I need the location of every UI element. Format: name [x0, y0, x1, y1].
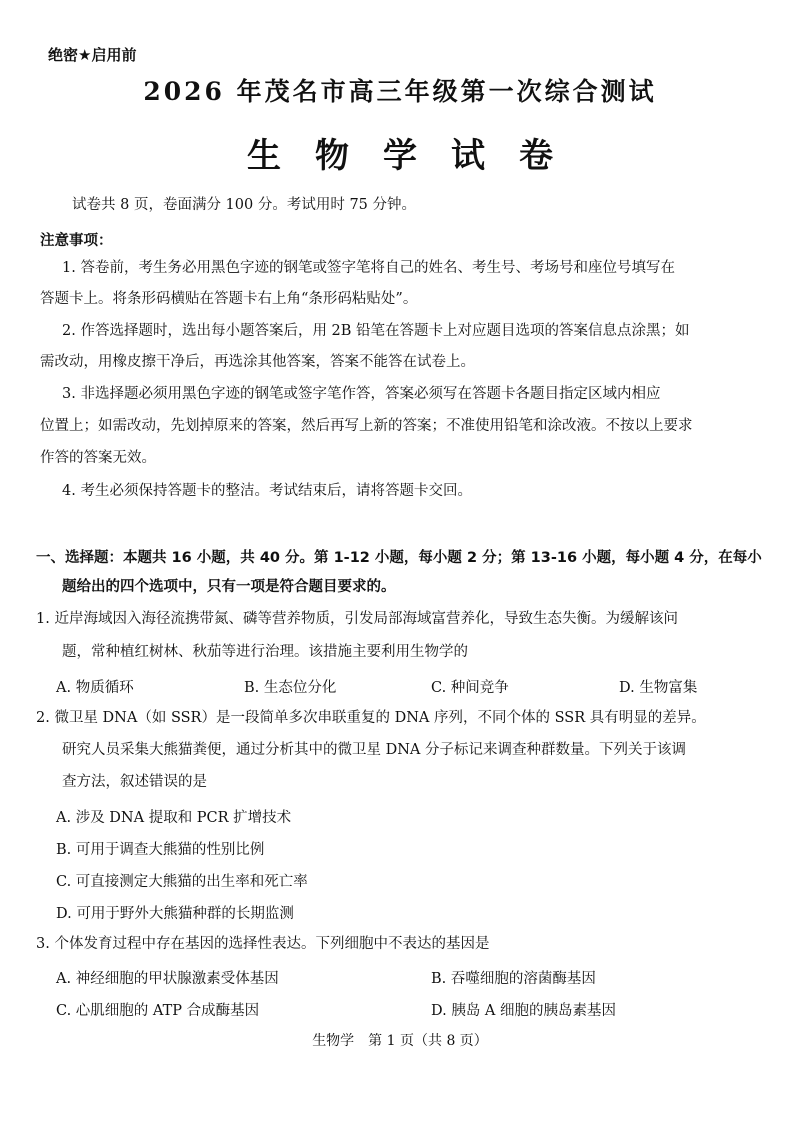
q3-option-d: D. 胰岛 A 细胞的胰岛素基因: [431, 1003, 617, 1019]
notice-1-line2: 答题卡上。将条形码横贴在答题卡右上角“条形码粘贴处”。: [40, 291, 418, 307]
q2-option-a: A. 涉及 DNA 提取和 PCR 扩增技术: [56, 810, 292, 826]
q1-option-d: D. 生物富集: [619, 680, 698, 696]
q1-option-b: B. 生态位分化: [244, 680, 337, 696]
notice-3-line1: 3. 非选择题必须用黑色字迹的钢笔或签字笔作答，答案必须写在答题卡各题目指定区域内相应: [62, 386, 661, 402]
q3-option-b: B. 吞噬细胞的溶菌酶基因: [431, 971, 596, 987]
q2-option-c: C. 可直接测定大熊猫的出生率和死亡率: [56, 874, 308, 890]
q1-option-c: C. 种间竞争: [431, 680, 509, 696]
q2-stem-line1: 2. 微卫星 DNA（如 SSR）是一段简单多次串联重复的 DNA 序列，不同个体的 SSR 具有明显的差异。: [36, 710, 706, 726]
q3-option-a: A. 神经细胞的甲状腺激素受体基因: [56, 971, 279, 987]
q2-stem-line3: 查方法，叙述错误的是: [62, 774, 207, 790]
q1-stem-line1: 1. 近岸海域因入海径流携带氮、磷等营养物质，引发局部海域富营养化，导致生态失衡。为缓解该问: [36, 611, 678, 627]
notice-3-line2: 位置上；如需改动，先划掉原来的答案，然后再写上新的答案；不准使用铅笔和涂改液。不按以上要求: [40, 418, 693, 434]
notice-2-line1: 2. 作答选择题时，选出每小题答案后，用 2B 铅笔在答题卡上对应题目选项的答案信息点涂黑；如: [62, 323, 690, 339]
q1-option-a: A. 物质循环: [56, 680, 134, 696]
notice-3-line3: 作答的答案无效。: [40, 450, 156, 466]
q2-option-b: B. 可用于调查大熊猫的性别比例: [56, 842, 265, 858]
notice-1-line1: 1. 答卷前，考生务必用黑色字迹的钢笔或签字笔将自己的姓名、考生号、考场号和座位号填写在: [62, 260, 675, 276]
exam-intro: 试卷共 8 页，卷面满分 100 分。考试用时 75 分钟。: [72, 197, 417, 213]
notice-4-line1: 4. 考生必须保持答题卡的整洁。考试结束后，请将答题卡交回。: [62, 483, 472, 499]
notice-2-line2: 需改动，用橡皮擦干净后，再选涂其他答案，答案不能答在试卷上。: [40, 354, 475, 370]
q2-option-d: D. 可用于野外大熊猫种群的长期监测: [56, 906, 294, 922]
page-footer: 生物学 第 1 页（共 8 页）: [312, 1033, 488, 1049]
confidential-label: 绝密★启用前: [48, 46, 137, 64]
exam-title: 2026 年茂名市高三年级第一次综合测试: [143, 77, 657, 106]
q2-stem-line2: 研究人员采集大熊猫粪便，通过分析其中的微卫星 DNA 分子标记来调查种群数量。下列关于该调: [62, 742, 686, 758]
q3-option-c: C. 心肌细胞的 ATP 合成酶基因: [56, 1003, 260, 1019]
subject-title: 生物学试卷: [247, 136, 587, 176]
section-heading-line2: 题给出的四个选项中，只有一项是符合题目要求的。: [62, 579, 396, 595]
q3-stem-line1: 3. 个体发育过程中存在基因的选择性表达。下列细胞中不表达的基因是: [36, 936, 490, 952]
notice-heading: 注意事项：: [40, 233, 113, 249]
section-heading-line1: 一、选择题：本题共 16 小题，共 40 分。第 1-12 小题，每小题 2 分；第 13-16 小题，每小题 4 分，在每小: [36, 550, 762, 566]
q1-stem-line2: 题，常种植红树林、秋茄等进行治理。该措施主要利用生物学的: [62, 644, 468, 660]
